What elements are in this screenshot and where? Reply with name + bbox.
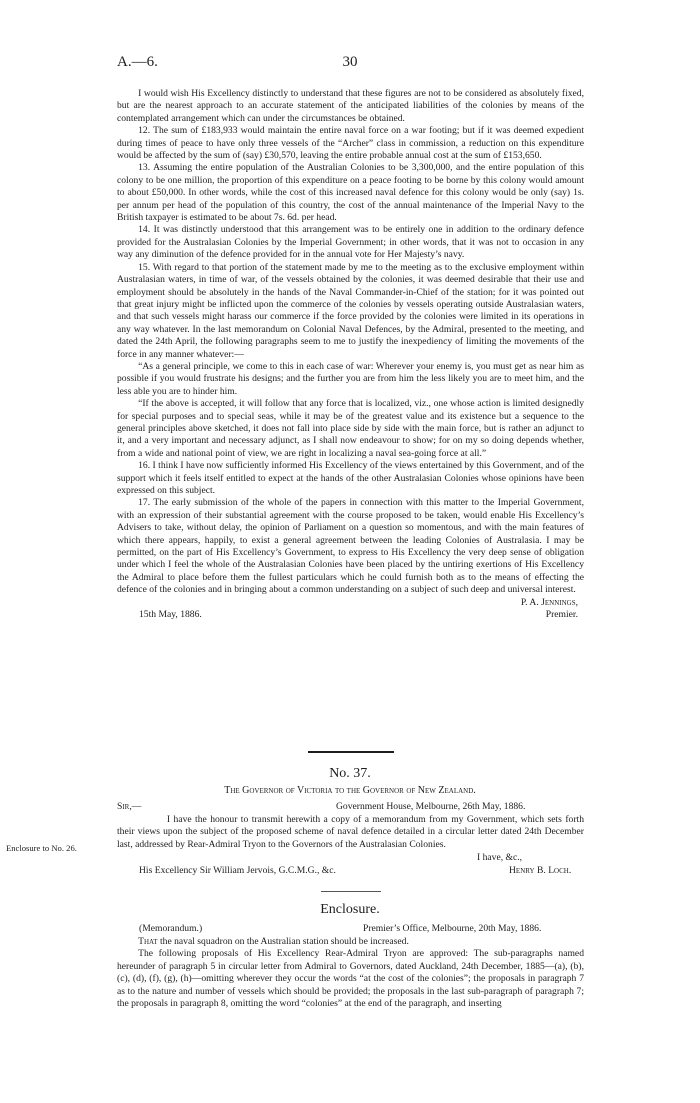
letter-quote-1: “As a general principle, we come to this in each case of war: Wherever your enemy is, you must get as near him as possible if you would frustrate his designs; and the further you are from him the less likely you are to meet him, and the less able you are to hinder him. bbox=[117, 360, 584, 397]
letter-paragraph-12: 12. The sum of £183,933 would maintain the entire naval force on a war footing; but if it was deemed expedient during times of peace to have only three vessels of the “Archer” class in commission, a reduction on this expenditure would be affected by the sum of (say) £30,570, leaving the entire probable annual cost at the sum of £153,650. bbox=[117, 125, 584, 162]
letter-signature: P. A. Jennings, bbox=[520, 596, 578, 608]
letter-signature-row bbox=[117, 597, 584, 609]
enclosure-lead-word: That bbox=[138, 936, 158, 947]
enclosure-paragraph-1-text: the naval squadron on the Australian station should be increased. bbox=[160, 936, 409, 947]
no37-paragraph: I have the honour to transmit herewith a copy of a memorandum from my Government, which sets forth their views upon the subject of the proposed scheme of naval defence detailed in a circular letter dated 24th December last, addressed by Rear-Admiral Tryon to the Governors of the Australasian Colonies. bbox=[117, 814, 584, 850]
letter-date-row bbox=[117, 609, 584, 621]
page-header bbox=[0, 54, 700, 74]
page-number: 30 bbox=[342, 54, 358, 70]
page-reference: A.—6. bbox=[117, 54, 158, 70]
memo-label: (Memorandum.) bbox=[139, 923, 203, 934]
enclosure-paragraph-1 bbox=[117, 936, 584, 948]
margin-note-enclosure: Enclosure to No. 26. bbox=[6, 843, 77, 853]
letter-paragraph-15: 15. With regard to that portion of the statement made by me to the meeting as to the exclusive employment within Australasian waters, in time of war, of the vessels obtained by the colonies, it was deemed desirable that their use and employment should be absolutely in the hands of the Naval Commander-in-Chief of the station; for it was pointed out that great injury might be inflicted upon the commerce of the colonies by vessels operating outside Australasian waters, and that such vessels might harass our commerce if the force provided by the colonies were limited in its operations in any way whatever. In the last memorandum on Colonial Naval Defences, by the Admiral, presented to the meeting, and dated the 24th April, the following paragraphs seem to me to justify the inexpediency of limiting the movements of the force in any manner whatever:— bbox=[117, 261, 584, 360]
no37-body bbox=[117, 814, 584, 851]
enclosure-heading: Enclosure. bbox=[320, 902, 380, 917]
letter-paragraph-13: 13. Assuming the entire population of the Australian Colonies to be 3,300,000, and the entire population of this colony to be one million, the proportion of this expenditure on a peace footing to be borne by this colony would amount to about £50,000. In other words, while the cost of this increased naval defence for this colony would be only (say) 1s. per annum per head of the population of this country, the cost of the annual maintenance of the Imperial Navy to the British taxpayer is estimated to be about 7s. 6d. per head. bbox=[117, 162, 584, 224]
no37-closing: I have, &c., bbox=[477, 852, 523, 863]
enclosure-divider bbox=[321, 891, 381, 892]
letter-quote-2: “If the above is accepted, it will follow that any force that is localized, viz., one whose action is limited designedly for special purposes and to special seas, while it may be of the greatest value and its existence but a sequence to the general principles above sketched, it does not fall into place side by side with the main force, but is rather an adjunct to it, and a very important and necessary adjunct, as I shall now endeavour to show; for on my so doing depends whether, from a wide and national point of view, we are right in localizing a naval sea-going force at all.” bbox=[117, 398, 584, 459]
letter-paragraph-intro: I would wish His Excellency distinctly to understand that these figures are not to be considered as absolutely fixed, but are the nearest approach to an accurate statement of the anticipated liabilities of the colonies by means of the contemplated arrangement which can under the circumstances be obtained. bbox=[117, 88, 584, 124]
section-divider bbox=[308, 751, 394, 753]
enclosure-paragraph-2: The following proposals of His Excellency Rear-Admiral Tryon are approved: The sub-paragraphs named hereunder of paragraph 5 in circular letter from Admiral to Governors, dated Auckland, 24th December, 1885—(a), (b), (c), (d), (f), (g), (h)—omitting wherever they occur the words “at the cost of the colonies”; the proposals in paragraph 7 as to the nature and number of vessels which should be provided; the proposals in the last sub-paragraph of paragraph 7; the proposals in paragraph 8, omitting the word “colonies” at the end of the paragraph, and inserting bbox=[117, 948, 584, 1010]
no37-signer: Henry B. Loch. bbox=[509, 865, 572, 876]
no37-addressee: His Excellency Sir William Jervois, G.C.M.G., &c. bbox=[139, 865, 336, 876]
letter-signer-title: Premier. bbox=[545, 609, 578, 621]
no37-salutation: Sir,— bbox=[117, 801, 142, 812]
enclosure-body bbox=[117, 936, 584, 1010]
no37-address: Government House, Melbourne, 26th May, 1886. bbox=[336, 801, 526, 812]
letter-paragraph-16: 16. I think I have now sufficiently informed His Excellency of the views entertained by this Government, and of the support which it feels itself entitled to expect at the hands of the other Australasian Colonies whose opinions have been expressed on this subject. bbox=[117, 460, 584, 496]
letter-body bbox=[117, 88, 584, 621]
no37-subheading: The Governor of Victoria to the Governor of New Zealand. bbox=[224, 785, 476, 796]
memo-address: Premier’s Office, Melbourne, 20th May, 1886. bbox=[363, 923, 542, 934]
no37-heading: No. 37. bbox=[329, 766, 371, 781]
letter-date: 15th May, 1886. bbox=[139, 609, 202, 621]
letter-paragraph-17: 17. The early submission of the whole of the papers in connection with this matter to the Imperial Government, with an expression of their substantial agreement with the course proposed to be taken, would enable His Excellency’s Advisers to take, without delay, the opinion of Parliament on a question so momentous, and with the main features of which there appears, happily, to exist a general agreement between the leading Colonies of Australasia. I may be permitted, on the part of His Excellency’s Government, to express to His Excellency the very deep sense of obligation under which I feel the whole of the Australasian Colonies have been placed by the untiring exertions of His Excellency the Admiral to place before them the fullest particulars which he could furnish both as to the means of effecting the defence of the colonies and in bringing about a common understanding on a subject of such deep and universal interest. bbox=[117, 497, 584, 596]
letter-paragraph-14: 14. It was distinctly understood that this arrangement was to be entirely one in addition to the ordinary defence provided for the Australasian Colonies by the Imperial Government; in other words, that it was not to occasion in any way any diminution of the defence provided for in the annual vote for Her Majesty’s navy. bbox=[117, 224, 584, 261]
